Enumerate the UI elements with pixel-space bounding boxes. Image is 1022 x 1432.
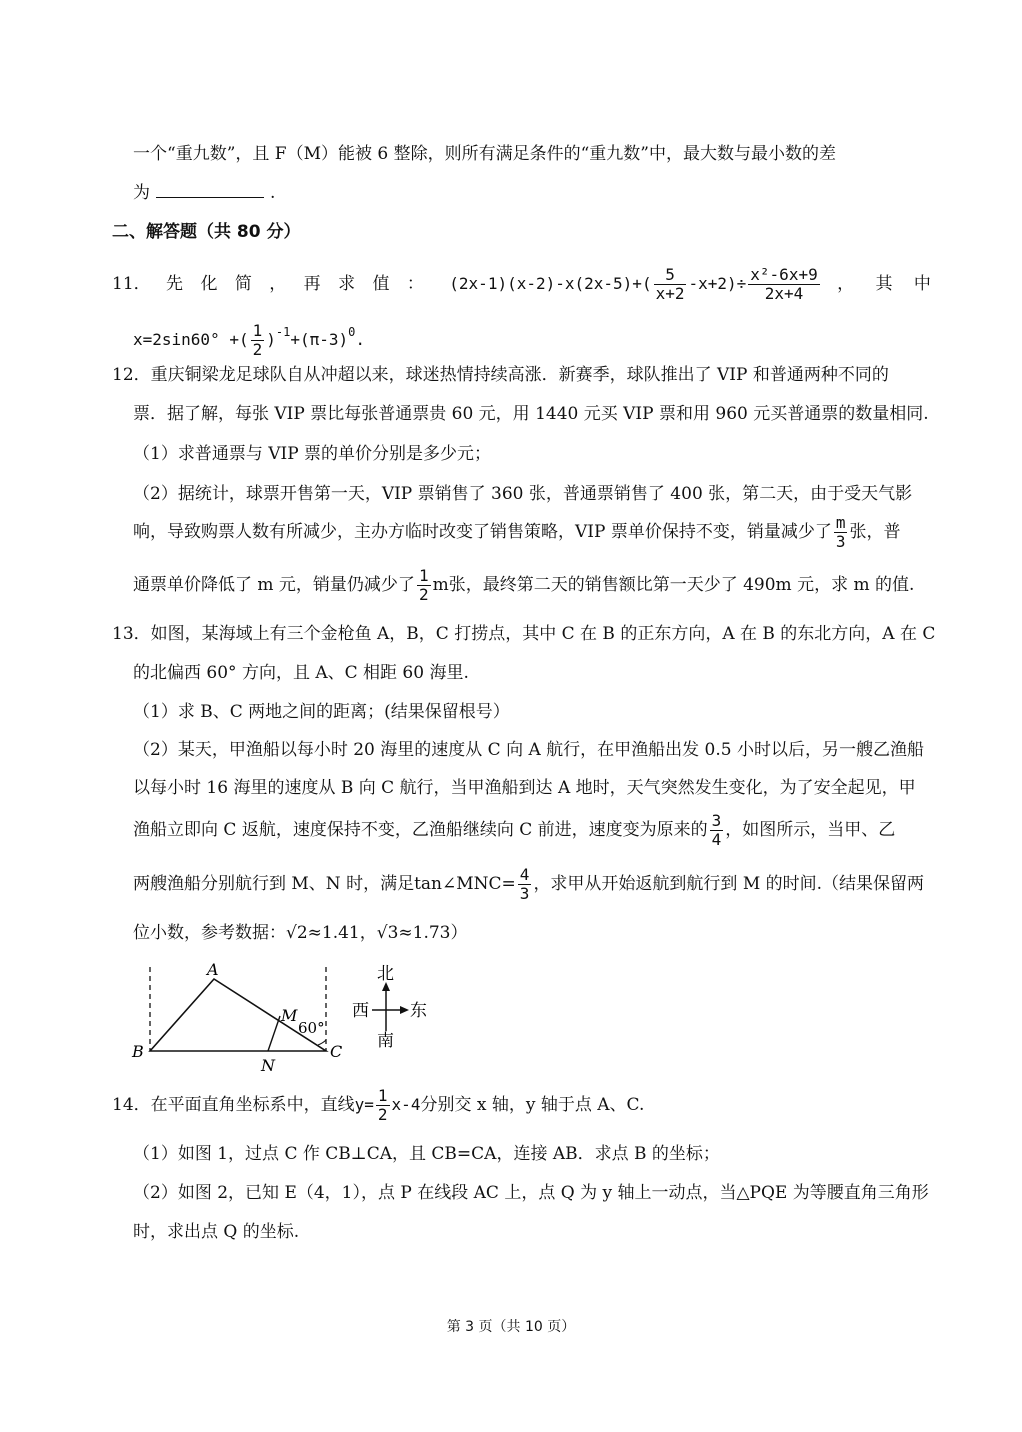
- q13-frac-34-num: 3: [711, 811, 722, 830]
- q11-frac2: [748, 266, 819, 303]
- q11-x-exp2: 0: [348, 325, 356, 339]
- q13-sub2-line4-b: ，求甲从开始返航到航行到 M 的时间.（结果保留两: [533, 874, 925, 894]
- q13-frac-34-den: 4: [711, 830, 722, 849]
- q14-sub1: （1）如图 1，过点 C 作 CB⊥CA，且 CB=CA，连接 AB．求点 B 的坐标；: [133, 1144, 720, 1164]
- q11-tail: ， 其 中: [837, 274, 939, 294]
- q12-sub1: （1）求普通票与 VIP 票的单价分别是多少元；: [133, 444, 492, 464]
- q12-sub2-line3: [133, 565, 914, 605]
- q11-x-c: +(π-3): [290, 330, 349, 349]
- q11-frac1-num: 5: [654, 266, 687, 285]
- q12-frac-half-den: 2: [418, 585, 429, 604]
- angle-label: 60°: [298, 1019, 325, 1037]
- q12-sub2-line3-a: 通票单价降低了 m 元，销量仍减少了: [133, 575, 415, 595]
- q12-sub2-line1: （2）据统计，球票开售第一天，VIP 票销售了 360 张，普通票销售了 400 张，第二天，由于受天气影: [133, 484, 913, 504]
- q11-x-b: ): [266, 330, 276, 349]
- q11-number: 11．: [112, 274, 151, 294]
- compass-south: 南: [377, 1031, 394, 1051]
- q13-sub2-line4-a: 两艘渔船分别航行到 M、N 时，满足tan∠MNC=: [133, 874, 516, 894]
- compass-east: 东: [410, 1001, 427, 1021]
- q11-x-a: x=2sin60° +(: [133, 330, 249, 349]
- q11-x-exp: -1: [275, 325, 291, 339]
- q14-expr-b: x-4: [391, 1095, 421, 1114]
- q14-sub2-line1: （2）如图 2，已知 E（4，1），点 P 在线段 AC 上，点 Q 为 y 轴上一动点，当△PQE 为等腰直角三角形: [133, 1183, 929, 1203]
- q12-frac-m3-num: m: [835, 513, 846, 532]
- q12-sub2-line2-b: 张，普: [849, 522, 901, 542]
- q14-line1-b: 分别交 x 轴，y 轴于点 A、C.: [420, 1095, 645, 1115]
- q14-line1-a: 14．在平面直角坐标系中，直线: [112, 1095, 355, 1115]
- q13-sub2-line3-b: ，如图所示，当甲、乙: [725, 820, 896, 840]
- q11-frac3-den: 2: [252, 340, 263, 359]
- q10-continuation-line1: 一个“重九数”，且 F（M）能被 6 整除，则所有满足条件的“重九数”中，最大数与最小数的差: [133, 144, 836, 164]
- q13-sub1: （1）求 B、C 两地之间的距离；(结果保留根号）: [133, 702, 510, 722]
- q11-x-d: .: [355, 330, 365, 349]
- q10-text-a: 为: [133, 183, 150, 203]
- q13-frac-43: [518, 866, 532, 903]
- q12-frac-m3-den: 3: [835, 532, 846, 551]
- q13-line2: 的北偏西 60° 方向，且 A、C 相距 60 海里.: [133, 663, 469, 683]
- compass-north: 北: [377, 964, 394, 984]
- q12-line2: 票．据了解，每张 VIP 票比每张普通票贵 60 元，用 1440 元买 VIP 票和用 960 元买普通票的数量相同.: [133, 404, 929, 424]
- q12-line1: 12．重庆铜梁龙足球队自从冲超以来，球迷热情持续高涨．新赛季，球队推出了 VIP 和普通两种不同的: [112, 365, 889, 385]
- q13-sub2-line3: [133, 810, 895, 850]
- q11-frac1-den: x+2: [655, 284, 685, 303]
- label-c: C: [330, 1042, 343, 1061]
- q13-figure: [120, 955, 450, 1080]
- q11-expr-a: (2x-1)(x-2)-x(2x-5)+(: [449, 274, 652, 293]
- angle-arc: [318, 1040, 326, 1045]
- label-a: A: [207, 960, 219, 979]
- q12-frac-half-num: 1: [418, 566, 429, 585]
- q14-sub2-line2: 时，求出点 Q 的坐标.: [133, 1222, 300, 1242]
- q10-text-b: .: [270, 183, 276, 203]
- q11-line2: [133, 312, 365, 360]
- q11-frac3-num: 1: [252, 321, 263, 340]
- q11-frac1: [654, 266, 687, 303]
- q11-frac3: [251, 322, 265, 359]
- q13-sub2-line5: 位小数，参考数据：√2≈1.41，√3≈1.73）: [133, 923, 468, 943]
- triangle-abc: [150, 979, 326, 1051]
- label-n: N: [261, 1056, 275, 1075]
- q12-frac-m3: [834, 514, 848, 551]
- q13-frac-43-num: 4: [519, 865, 530, 884]
- q12-sub2-line2: [133, 512, 900, 552]
- q10-continuation-line2: [133, 181, 275, 204]
- page-footer: 第 3 页（共 10 页）: [446, 1319, 576, 1335]
- q14-expr-a: y=: [354, 1095, 374, 1114]
- q13-sub2-line2: 以每小时 16 海里的速度从 B 向 C 航行，当甲渔船到达 A 地时，天气突然发生变化，为了安全起见，甲: [133, 778, 916, 798]
- q11-frac2-num: x²-6x+9: [750, 265, 818, 284]
- answer-blank[interactable]: [156, 181, 264, 198]
- compass-west: 西: [352, 1001, 369, 1021]
- q14-frac-half-num: 1: [377, 1086, 388, 1105]
- label-m: M: [281, 1006, 298, 1025]
- q14-frac-half: [376, 1087, 390, 1124]
- q12-sub2-line3-b: m张，最终第二天的销售额比第一天少了 490m 元，求 m 的值.: [432, 575, 915, 595]
- q13-frac-34: [710, 812, 724, 849]
- q14-frac-half-den: 2: [377, 1105, 388, 1124]
- q14-line1: [112, 1085, 644, 1125]
- q13-frac-43-den: 3: [519, 884, 530, 903]
- label-b: B: [132, 1042, 144, 1061]
- q11-line1: [112, 264, 939, 304]
- q11-prompt: 先 化 简 ， 再 求 值 ：: [166, 274, 430, 294]
- q12-sub2-line2-a: 响，导致购票人数有所减少，主办方临时改变了销售策略，VIP 票单价保持不变，销量减少了: [133, 522, 832, 542]
- q12-frac-half: [417, 567, 431, 604]
- q13-sub2-line3-a: 渔船立即向 C 返航，速度保持不变，乙渔船继续向 C 前进，速度变为原来的: [133, 820, 708, 840]
- q13-sub2-line4: [133, 864, 924, 904]
- q13-line1: 13．如图，某海域上有三个金枪鱼 A，B，C 打捞点，其中 C 在 B 的正东方向，A 在 B 的东北方向，A 在 C: [112, 624, 936, 644]
- q11-frac2-den: 2x+4: [764, 284, 804, 303]
- section-title: 二、解答题（共 80 分）: [112, 222, 301, 242]
- east-arrow-icon: [400, 1006, 409, 1014]
- segment-mn: [268, 1016, 280, 1051]
- q13-sub2-line1: （2）某天，甲渔船以每小时 20 海里的速度从 C 向 A 航行，在甲渔船出发 0.5 小时以后，另一艘乙渔船: [133, 740, 924, 760]
- q11-expr-b: -x+2)÷: [688, 274, 747, 293]
